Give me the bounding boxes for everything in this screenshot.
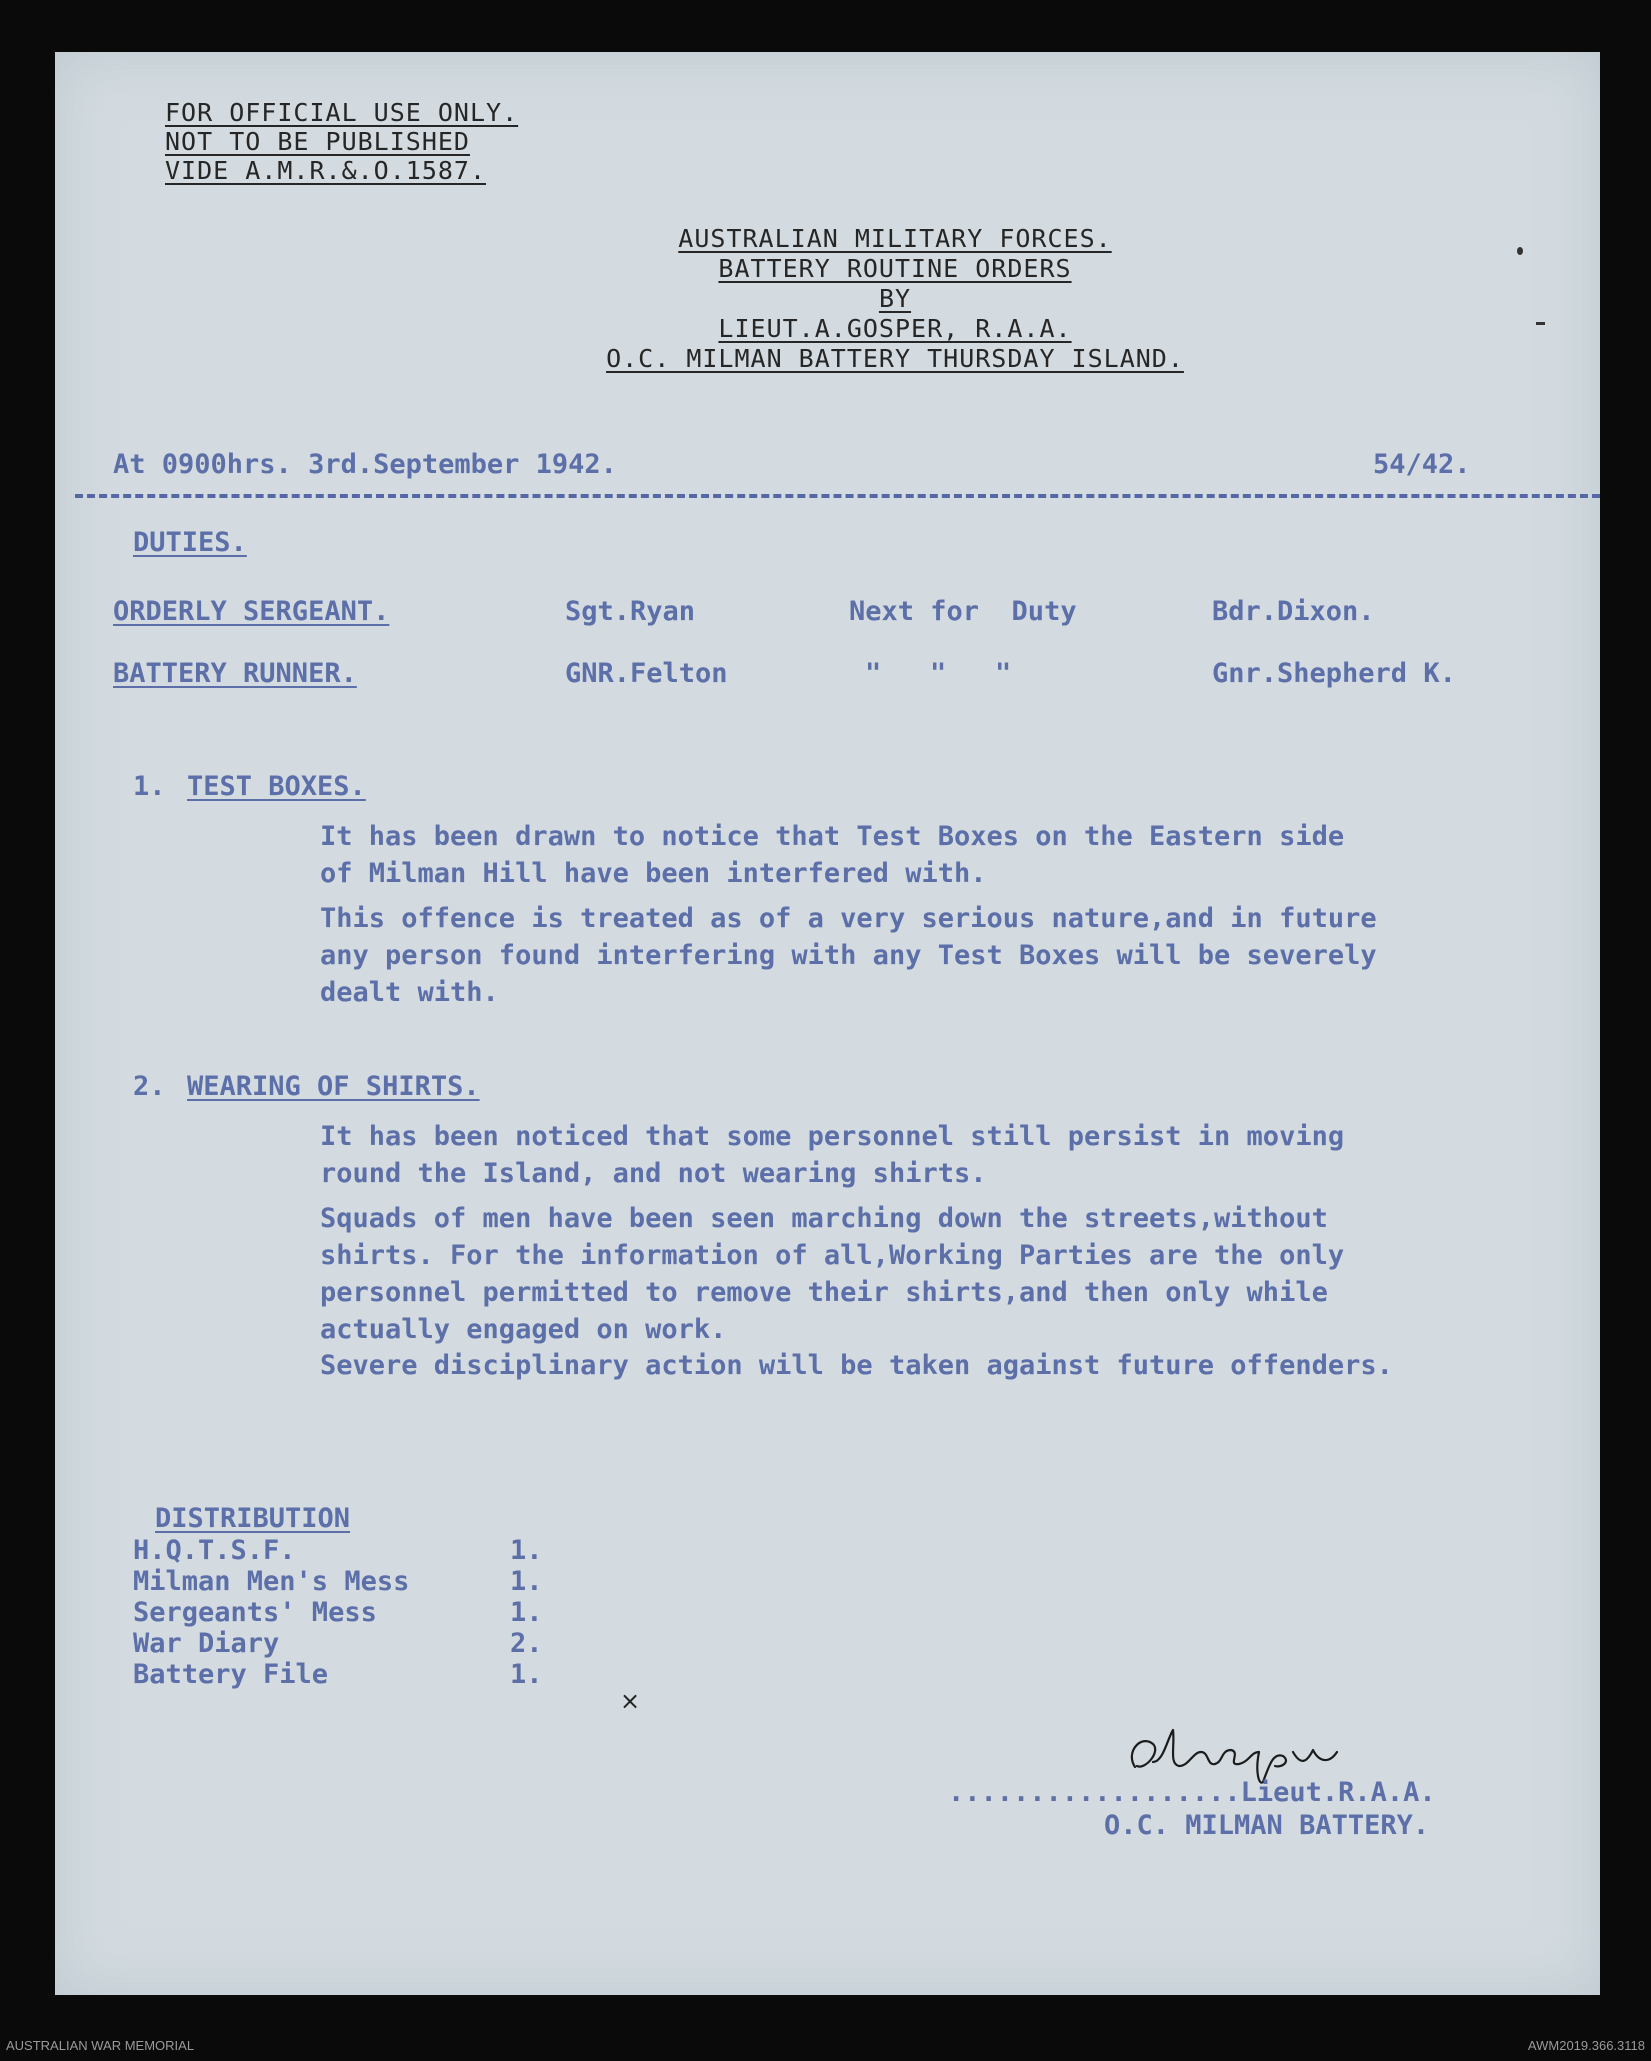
distribution-item-copies: 1.: [510, 1535, 543, 1566]
section-paragraph: Severe disciplinary action will be taken against future offenders.: [320, 1350, 1393, 1381]
distribution-item-copies: 1.: [510, 1659, 543, 1690]
heading-line-2: BATTERY ROUTINE ORDERS: [718, 254, 1072, 283]
duty-next-label: " " ": [865, 658, 1012, 689]
distribution-item-name: H.Q.T.S.F.: [133, 1535, 296, 1566]
signature-rank-line: ..................Lieut.R.A.A.: [948, 1777, 1436, 1808]
restriction-line-1: FOR OFFICIAL USE ONLY.: [165, 98, 519, 127]
paper-speck: [1536, 322, 1545, 325]
section-number: 1.: [133, 771, 166, 802]
order-datetime: At 0900hrs. 3rd.September 1942.: [113, 449, 617, 480]
order-number: 54/42.: [1373, 449, 1471, 480]
footer-left: AUSTRALIAN WAR MEMORIAL: [6, 2038, 195, 2053]
distribution-item-copies: 1.: [510, 1597, 543, 1628]
duty-role: BATTERY RUNNER.: [113, 658, 357, 689]
section-title: WEARING OF SHIRTS.: [187, 1071, 480, 1102]
document-page: [55, 52, 1600, 1995]
heading-line-1: AUSTRALIAN MILITARY FORCES.: [678, 224, 1112, 253]
section-paragraph: It has been drawn to notice that Test Boxes on the Eastern side of Milman Hill have been interfered with.: [320, 821, 1345, 889]
footer-right: AWM2019.366.3118: [1527, 2038, 1645, 2053]
distribution-item-copies: 1.: [510, 1566, 543, 1597]
distribution-title: DISTRIBUTION: [155, 1503, 351, 1534]
duty-next: Gnr.Shepherd K.: [1212, 658, 1456, 689]
duty-next: Bdr.Dixon.: [1212, 596, 1375, 627]
duties-title: DUTIES.: [133, 527, 247, 558]
paper-speck: [1517, 247, 1523, 255]
duty-role: ORDERLY SERGEANT.: [113, 596, 390, 627]
distribution-item-name: War Diary: [133, 1628, 280, 1659]
separator-rule: [75, 494, 1600, 498]
heading-line-3: BY: [878, 284, 912, 313]
section-paragraph: Squads of men have been seen marching down the streets,without shirts. For the information of all,Working Parties are the only personnel permitted to remove their shirts,and then only while actually engaged on work.: [320, 1203, 1345, 1345]
section-title: TEST BOXES.: [187, 771, 366, 802]
section-number: 2.: [133, 1071, 166, 1102]
heading-line-5: O.C. MILMAN BATTERY THURSDAY ISLAND.: [606, 344, 1184, 373]
section-paragraph: This offence is treated as of a very serious nature,and in future any person found interfering with any Test Boxes will be severely dealt with.: [320, 903, 1377, 1008]
section-paragraph: It has been noticed that some personnel still persist in moving round the Island, and not wearing shirts.: [320, 1121, 1345, 1189]
distribution-item-name: Sergeants' Mess: [133, 1597, 377, 1628]
restriction-line-3: VIDE A.M.R.&.O.1587.: [165, 156, 487, 185]
distribution-item-name: Milman Men's Mess: [133, 1566, 410, 1597]
distribution-item-copies: 2.: [510, 1628, 543, 1659]
restriction-line-2: NOT TO BE PUBLISHED: [165, 127, 470, 156]
duty-next-label: Next for Duty: [849, 596, 1077, 627]
tick-mark-icon: ×: [620, 1687, 641, 1715]
duty-assigned: Sgt.Ryan: [565, 596, 696, 627]
heading-line-4: LIEUT.A.GOSPER, R.A.A.: [718, 314, 1072, 343]
distribution-item-name: Battery File: [133, 1659, 329, 1690]
duty-assigned: GNR.Felton: [565, 658, 728, 689]
signature-title-line: O.C. MILMAN BATTERY.: [1104, 1810, 1430, 1841]
